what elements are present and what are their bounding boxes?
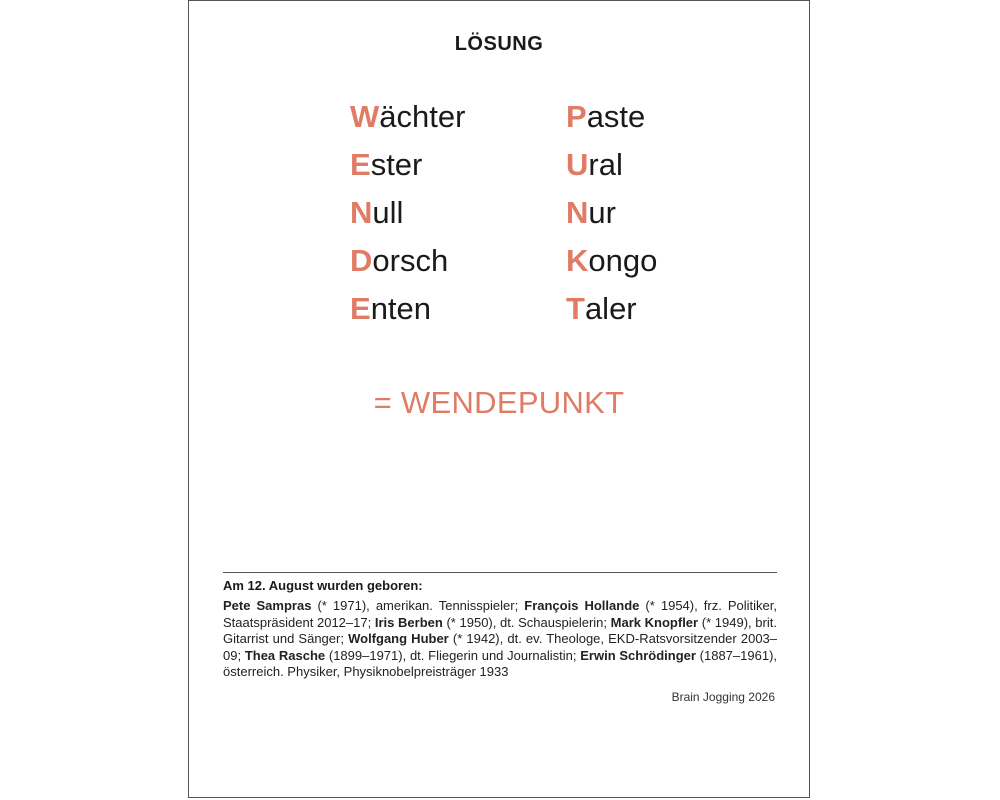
word-rest: ur (588, 195, 616, 230)
person-name: François Hollande (524, 598, 640, 613)
word-initial: K (566, 243, 589, 278)
word-item (350, 141, 465, 189)
word-initial: N (350, 195, 373, 230)
word-rest: ongo (588, 243, 658, 278)
person-info: (1887–1961), österreich. Physiker, Physiknobelpreisträger 1933 (223, 647, 778, 679)
word-item (566, 93, 657, 141)
word-initial: D (350, 243, 373, 278)
word-initial: P (566, 99, 587, 134)
word-initial: T (566, 291, 585, 326)
person-info: (* 1971), amerikan. Tennisspieler; (311, 598, 525, 613)
birthdays-text (223, 598, 777, 681)
word-rest: ster (370, 147, 423, 182)
person-name: Mark Knopfler (610, 614, 699, 630)
word-initial: E (350, 147, 371, 182)
word-rest: aste (586, 99, 646, 134)
word-rest: ral (588, 147, 623, 182)
right-word-column (566, 93, 657, 333)
person-name: Wolfgang Huber (348, 631, 449, 646)
word-initial: W (350, 99, 380, 134)
person-name: Thea Rasche (244, 647, 326, 663)
word-item (350, 237, 465, 285)
word-rest: aler (584, 291, 637, 326)
word-rest: orsch (372, 243, 449, 278)
person-info: (* 1954), frz. Politiker, Staatspräsident 2012–17; (223, 598, 777, 630)
word-item (350, 189, 465, 237)
credit-line: Brain Jogging 2026 (671, 690, 775, 704)
word-item (350, 285, 465, 333)
person-name: Pete Sampras (223, 598, 312, 613)
divider (223, 572, 777, 573)
word-rest: ull (372, 195, 404, 230)
person-name: Iris Berben (374, 614, 443, 630)
word-item (350, 93, 465, 141)
word-initial: U (566, 147, 589, 182)
left-word-column (350, 93, 465, 333)
person-name: Erwin Schrödinger (580, 647, 696, 663)
page-title: LÖSUNG (454, 33, 544, 55)
word-rest: ächter (379, 99, 466, 134)
person-info: (* 1950), dt. Schauspielerin; (442, 614, 611, 630)
word-item (566, 237, 657, 285)
birthdays-heading: Am 12. August wurden geboren: (223, 578, 423, 593)
word-rest: nten (370, 291, 432, 326)
word-item (566, 285, 657, 333)
word-initial: N (566, 195, 589, 230)
solution-word: = WENDEPUNKT (373, 385, 625, 420)
person-info: (* 1942), dt. ev. Theologe, EKD-Ratsvorsitzender 2003–09; (223, 631, 778, 663)
word-item (566, 189, 657, 237)
word-initial: E (350, 291, 371, 326)
person-info: (* 1949), brit. Gitarrist und Sänger; (223, 614, 777, 646)
word-item (566, 141, 657, 189)
solution-card (188, 0, 810, 798)
person-info: (1899–1971), dt. Fliegerin und Journalistin; (325, 647, 581, 663)
